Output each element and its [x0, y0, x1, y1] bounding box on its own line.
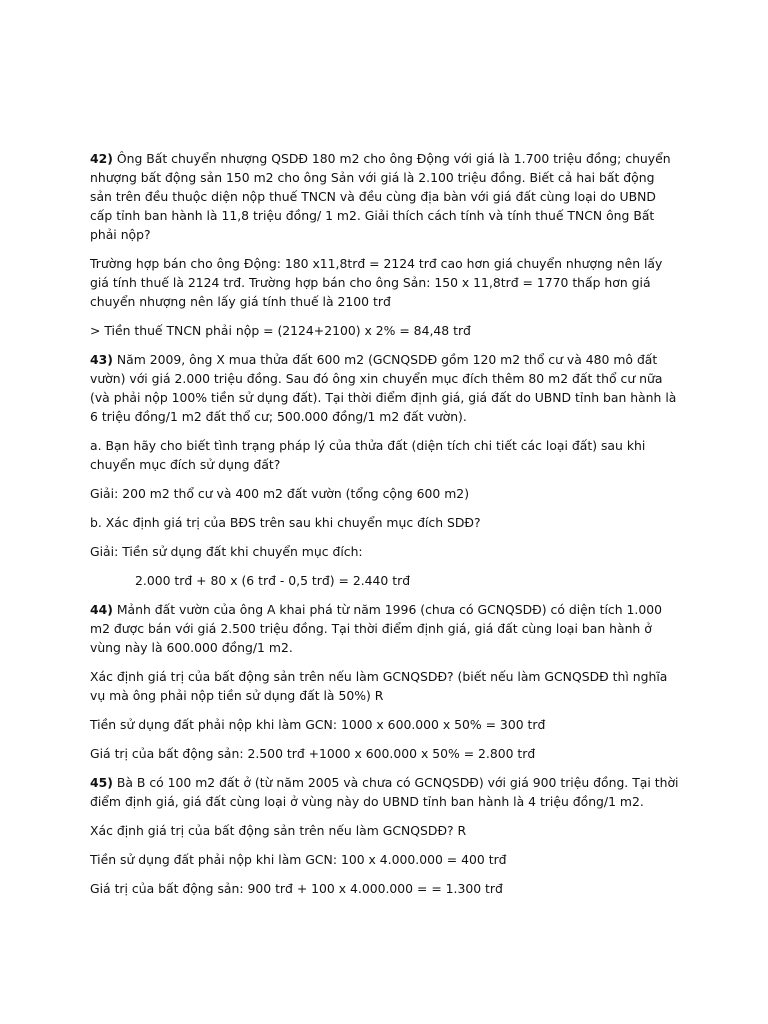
question-number: 42): [90, 151, 113, 166]
answer-44-value: Giá trị của bất động sản: 2.500 trđ +1000 x 600.000 x 50% = 2.800 trđ: [90, 746, 536, 761]
question-43: [90, 350, 680, 426]
answer-43-part-b-calculation: 2.000 trđ + 80 x (6 trđ - 0,5 trđ) = 2.440 trđ: [135, 573, 411, 588]
question-45: [90, 773, 680, 811]
answer-45-fee: Tiền sử dụng đất phải nộp khi làm GCN: 100 x 4.000.000 = 400 trđ: [90, 852, 507, 867]
question-43-part-b: b. Xác định giá trị của BĐS trên sau khi chuyển mục đích SDĐ?: [90, 515, 481, 530]
question-43-part-a: a. Bạn hãy cho biết tình trạng pháp lý của thửa đất (diện tích chi tiết các loại đất) sau khi chuyển mục đích sử dụng đất?: [90, 438, 646, 472]
question-42: [90, 149, 680, 244]
question-45-ask: Xác định giá trị của bất động sản trên nếu làm GCNQSDĐ? R: [90, 823, 467, 838]
question-number: 45): [90, 775, 113, 790]
answer-44-fee: Tiền sử dụng đất phải nộp khi làm GCN: 1000 x 600.000 x 50% = 300 trđ: [90, 717, 546, 732]
answer-42-explanation: Trường hợp bán cho ông Động: 180 x11,8trđ = 2124 trđ cao hơn giá chuyển nhượng nên lấy giá tính thuế là 2124 trđ. Trường hợp bán cho ông Sản: 150 x 11,8trđ = 1770 thấp hơn giá chuyển nhượng nên lấy giá tính thuế là 2100 trđ: [90, 256, 663, 309]
answer-43-part-b-intro: Giải: Tiền sử dụng đất khi chuyển mục đích:: [90, 544, 363, 559]
question-text: Bà B có 100 m2 đất ở (từ năm 2005 và chưa có GCNQSDĐ) với giá 900 triệu đồng. Tại thời điểm định giá, giá đất cùng loại ở vùng này do UBND tỉnh ban hành là 4 triệu đồng/1 m2.: [90, 775, 679, 809]
question-44-ask: Xác định giá trị của bất động sản trên nếu làm GCNQSDĐ? (biết nếu làm GCNQSDĐ thì nghĩa vụ mà ông phải nộp tiền sử dụng đất là 50%) R: [90, 669, 668, 703]
answer-43-part-a: Giải: 200 m2 thổ cư và 400 m2 đất vườn (tổng cộng 600 m2): [90, 486, 470, 501]
answer-45-value: Giá trị của bất động sản: 900 trđ + 100 x 4.000.000 = = 1.300 trđ: [90, 881, 503, 896]
question-text: Năm 2009, ông X mua thửa đất 600 m2 (GCNQSDĐ gồm 120 m2 thổ cư và 480 mô đất vườn) với giá 2.000 triệu đồng. Sau đó ông xin chuyển mục đích thêm 80 m2 đất thổ cư nữa (và phải nộp 100% tiền sử dụng đất). Tại thời điểm định giá, giá đất do UBND tỉnh ban hành là 6 triệu đồng/1 m2 đất thổ cư; 500.000 đồng/1 m2 đất vườn).: [90, 352, 677, 424]
document-page: [90, 149, 680, 908]
question-number: 44): [90, 602, 113, 617]
question-number: 43): [90, 352, 113, 367]
question-text: Ông Bất chuyển nhượng QSDĐ 180 m2 cho ông Động với giá là 1.700 triệu đồng; chuyển nhượng bất động sản 150 m2 cho ông Sản với giá là 2.100 triệu đồng. Biết cả hai bất động sản trên đều thuộc diện nộp thuế TNCN và đều cùng địa bàn với giá đất cùng loại do UBND cấp tỉnh ban hành là 11,8 triệu đồng/ 1 m2. Giải thích cách tính và tính thuế TNCN ông Bất phải nộp?: [90, 151, 671, 242]
question-text: Mảnh đất vườn của ông A khai phá từ năm 1996 (chưa có GCNQSDĐ) có diện tích 1.000 m2 được bán với giá 2.500 triệu đồng. Tại thời điểm định giá, giá đất cùng loại ban hành ở vùng này là 600.000 đồng/1 m2.: [90, 602, 662, 655]
question-44: [90, 600, 680, 657]
answer-42-result: > Tiền thuế TNCN phải nộp = (2124+2100) x 2% = 84,48 trđ: [90, 323, 471, 338]
